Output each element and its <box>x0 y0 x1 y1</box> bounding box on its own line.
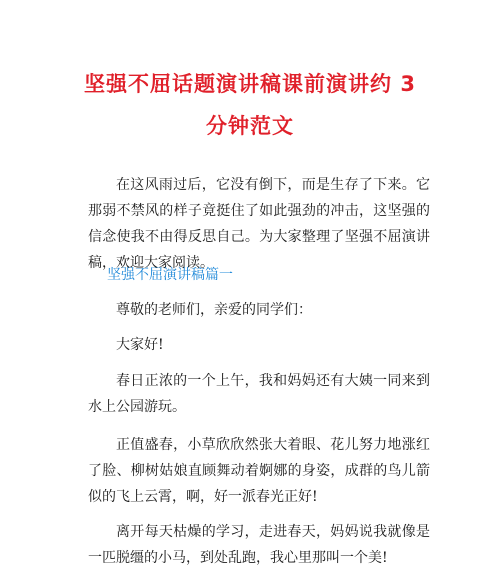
section-heading: 坚强不屈演讲稿篇一 <box>107 267 233 283</box>
document-title-line2: 分钟范文 <box>206 114 294 138</box>
body-paragraph-1: 春日正浓的一个上午，我和妈妈还有大姨一同来到水上公园游玩。 <box>88 373 430 415</box>
intro-paragraph: 在这风雨过后，它没有倒下，而是生存了下来。它那弱不禁风的样子竟挺住了如此强劲的冲击，这坚强的信念使我不由得反思自己。为大家整理了坚强不屈演讲稿，欢迎大家阅读。 <box>88 177 430 271</box>
body-paragraph-2: 正值盛春，小草欣欣然张大着眼、花儿努力地涨红了脸、柳树姑娘直顾舞动着婀娜的身姿，成群的鸟儿箭似的飞上云霄，啊，好一派春光正好! <box>88 437 430 505</box>
document-title-line1: 坚强不屈话题演讲稿课前演讲约 3 <box>84 72 416 96</box>
greeting-paragraph: 尊敬的老师们，亲爱的同学们： <box>116 302 312 318</box>
hello-paragraph: 大家好! <box>116 337 164 353</box>
body-paragraph-3: 离开每天枯燥的学习，走进春天，妈妈说我就像是一匹脱缰的小马，到处乱跑，我心里那叫一个美! <box>88 524 430 566</box>
